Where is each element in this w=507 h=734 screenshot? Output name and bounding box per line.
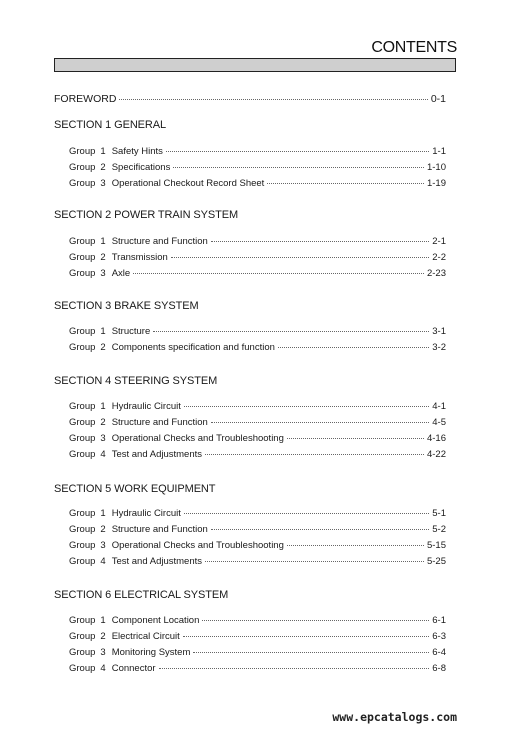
toc-entry[interactable] xyxy=(69,401,446,413)
group-word: Group xyxy=(69,540,96,551)
entry-title: Test and Adjustments xyxy=(111,556,203,567)
section-heading: SECTION 5 WORK EQUIPMENT xyxy=(54,483,216,495)
group-word: Group xyxy=(69,146,96,157)
entry-label xyxy=(69,615,199,627)
entry-label xyxy=(69,647,190,659)
toc-entry[interactable] xyxy=(69,647,446,659)
entry-title: Monitoring System xyxy=(111,647,191,658)
group-word: Group xyxy=(69,524,96,535)
group-number: 4 xyxy=(100,663,106,674)
toc-entry[interactable] xyxy=(69,236,446,248)
entry-page: 1-1 xyxy=(432,146,446,157)
group-number: 4 xyxy=(100,449,106,460)
leader-dots xyxy=(171,257,429,258)
group-word: Group xyxy=(69,252,96,263)
group-word: Group xyxy=(69,162,96,173)
entry-label xyxy=(69,631,180,643)
toc-entry[interactable] xyxy=(69,342,446,354)
entry-label xyxy=(69,326,150,338)
group-number: 2 xyxy=(100,631,106,642)
toc-entry[interactable] xyxy=(69,268,446,280)
toc-entry[interactable] xyxy=(69,663,446,675)
group-number: 1 xyxy=(100,236,106,247)
entry-page: 6-4 xyxy=(432,647,446,658)
group-number: 4 xyxy=(100,556,106,567)
group-number: 1 xyxy=(100,146,106,157)
group-word: Group xyxy=(69,433,96,444)
section-heading: SECTION 4 STEERING SYSTEM xyxy=(54,375,218,387)
leader-dots xyxy=(211,241,429,242)
group-number: 1 xyxy=(100,615,106,626)
leader-dots xyxy=(133,273,424,274)
entry-label xyxy=(69,162,170,174)
group-word: Group xyxy=(69,178,96,189)
leader-dots xyxy=(211,422,429,423)
toc-entry[interactable] xyxy=(69,178,446,190)
entry-title: Hydraulic Circuit xyxy=(111,508,181,519)
entry-page: 4-1 xyxy=(432,401,446,412)
entry-title: Transmission xyxy=(111,252,168,263)
entry-label xyxy=(69,449,202,461)
entry-title: Component Location xyxy=(111,615,200,626)
leader-dots xyxy=(184,513,429,514)
entry-page: 2-2 xyxy=(432,252,446,263)
toc-entry[interactable] xyxy=(69,540,446,552)
entry-title: Structure xyxy=(111,326,151,337)
section-heading: SECTION 2 POWER TRAIN SYSTEM xyxy=(54,209,239,221)
leader-dots xyxy=(166,151,429,152)
leader-dots xyxy=(183,636,429,637)
entry-title: Components specification and function xyxy=(111,342,275,353)
entry-page: 1-19 xyxy=(426,178,446,189)
group-number: 1 xyxy=(100,401,106,412)
entry-title: Test and Adjustments xyxy=(111,449,203,460)
group-number: 3 xyxy=(100,178,106,189)
entry-page: 6-8 xyxy=(432,663,446,674)
entry-label xyxy=(69,252,168,264)
group-number: 2 xyxy=(100,524,106,535)
toc-entry[interactable] xyxy=(69,615,446,627)
entry-title: Connector xyxy=(111,663,156,674)
group-word: Group xyxy=(69,508,96,519)
leader-dots xyxy=(202,620,429,621)
entry-label xyxy=(69,146,163,158)
entry-title: Electrical Circuit xyxy=(111,631,180,642)
toc-entry[interactable] xyxy=(69,146,446,158)
leader-dots xyxy=(159,668,430,669)
entry-label xyxy=(69,556,202,568)
entry-page: 4-22 xyxy=(426,449,446,460)
toc-entry[interactable] xyxy=(69,162,446,174)
entry-page: 4-5 xyxy=(432,417,446,428)
group-number: 3 xyxy=(100,647,106,658)
entry-label xyxy=(69,524,208,536)
entry-page: 2-1 xyxy=(432,236,446,247)
group-word: Group xyxy=(69,342,96,353)
foreword-entry[interactable] xyxy=(54,93,446,105)
entry-label xyxy=(69,178,264,190)
leader-dots xyxy=(278,347,429,348)
group-word: Group xyxy=(69,615,96,626)
group-word: Group xyxy=(69,556,96,567)
entry-title: Structure and Function xyxy=(111,236,208,247)
entry-label xyxy=(69,417,208,429)
leader-dots xyxy=(193,652,429,653)
entry-page: 6-1 xyxy=(432,615,446,626)
group-number: 2 xyxy=(100,252,106,263)
leader-dots xyxy=(205,561,424,562)
group-word: Group xyxy=(69,417,96,428)
page-title: CONTENTS xyxy=(371,39,457,56)
entry-page: 3-2 xyxy=(432,342,446,353)
leader-dots xyxy=(267,183,424,184)
foreword-page: 0-1 xyxy=(430,93,446,105)
title-bar xyxy=(54,58,456,72)
entry-label xyxy=(69,663,156,675)
entry-title: Structure and Function xyxy=(111,417,208,428)
group-word: Group xyxy=(69,663,96,674)
group-word: Group xyxy=(69,631,96,642)
toc-entry[interactable] xyxy=(69,556,446,568)
entry-page: 2-23 xyxy=(426,268,446,279)
foreword-label: FOREWORD xyxy=(54,93,117,105)
leader-dots xyxy=(184,406,429,407)
entry-page: 1-10 xyxy=(426,162,446,173)
entry-title: Operational Checks and Troubleshooting xyxy=(111,433,284,444)
entry-page: 5-25 xyxy=(426,556,446,567)
toc-entry[interactable] xyxy=(69,524,446,536)
group-word: Group xyxy=(69,236,96,247)
entry-page: 6-3 xyxy=(432,631,446,642)
group-number: 2 xyxy=(100,342,106,353)
group-number: 3 xyxy=(100,433,106,444)
entry-page: 4-16 xyxy=(426,433,446,444)
entry-title: Structure and Function xyxy=(111,524,208,535)
entry-title: Safety Hints xyxy=(111,146,163,157)
entry-label xyxy=(69,401,181,413)
entry-page: 3-1 xyxy=(432,326,446,337)
entry-page: 5-2 xyxy=(432,524,446,535)
group-number: 1 xyxy=(100,326,106,337)
watermark-url: www.epcatalogs.com xyxy=(332,710,457,724)
section-heading: SECTION 6 ELECTRICAL SYSTEM xyxy=(54,589,229,601)
leader-dots xyxy=(173,167,424,168)
group-word: Group xyxy=(69,647,96,658)
entry-label xyxy=(69,508,181,520)
entry-title: Specifications xyxy=(111,162,171,173)
toc-entry[interactable] xyxy=(69,449,446,461)
group-number: 2 xyxy=(100,417,106,428)
toc-entry[interactable] xyxy=(69,631,446,643)
group-number: 3 xyxy=(100,268,106,279)
toc-entry[interactable] xyxy=(69,326,446,338)
section-heading: SECTION 3 BRAKE SYSTEM xyxy=(54,300,199,312)
entry-title: Operational Checks and Troubleshooting xyxy=(111,540,284,551)
toc-entry[interactable] xyxy=(69,252,446,264)
group-word: Group xyxy=(69,401,96,412)
toc-entry[interactable] xyxy=(69,417,446,429)
toc-entry[interactable] xyxy=(69,433,446,445)
toc-entry[interactable] xyxy=(69,508,446,520)
group-word: Group xyxy=(69,268,96,279)
group-number: 1 xyxy=(100,508,106,519)
group-word: Group xyxy=(69,326,96,337)
entry-label xyxy=(69,236,208,248)
group-word: Group xyxy=(69,449,96,460)
leader-dots xyxy=(119,99,427,100)
entry-label xyxy=(69,342,275,354)
entry-title: Axle xyxy=(111,268,131,279)
entry-page: 5-15 xyxy=(426,540,446,551)
entry-label xyxy=(69,268,130,280)
entry-title: Operational Checkout Record Sheet xyxy=(111,178,265,189)
leader-dots xyxy=(205,454,424,455)
leader-dots xyxy=(287,545,424,546)
group-number: 3 xyxy=(100,540,106,551)
leader-dots xyxy=(211,529,429,530)
entry-title: Hydraulic Circuit xyxy=(111,401,181,412)
entry-label xyxy=(69,540,284,552)
group-number: 2 xyxy=(100,162,106,173)
leader-dots xyxy=(153,331,429,332)
leader-dots xyxy=(287,438,424,439)
section-heading: SECTION 1 GENERAL xyxy=(54,119,166,131)
entry-label xyxy=(69,433,284,445)
entry-page: 5-1 xyxy=(432,508,446,519)
